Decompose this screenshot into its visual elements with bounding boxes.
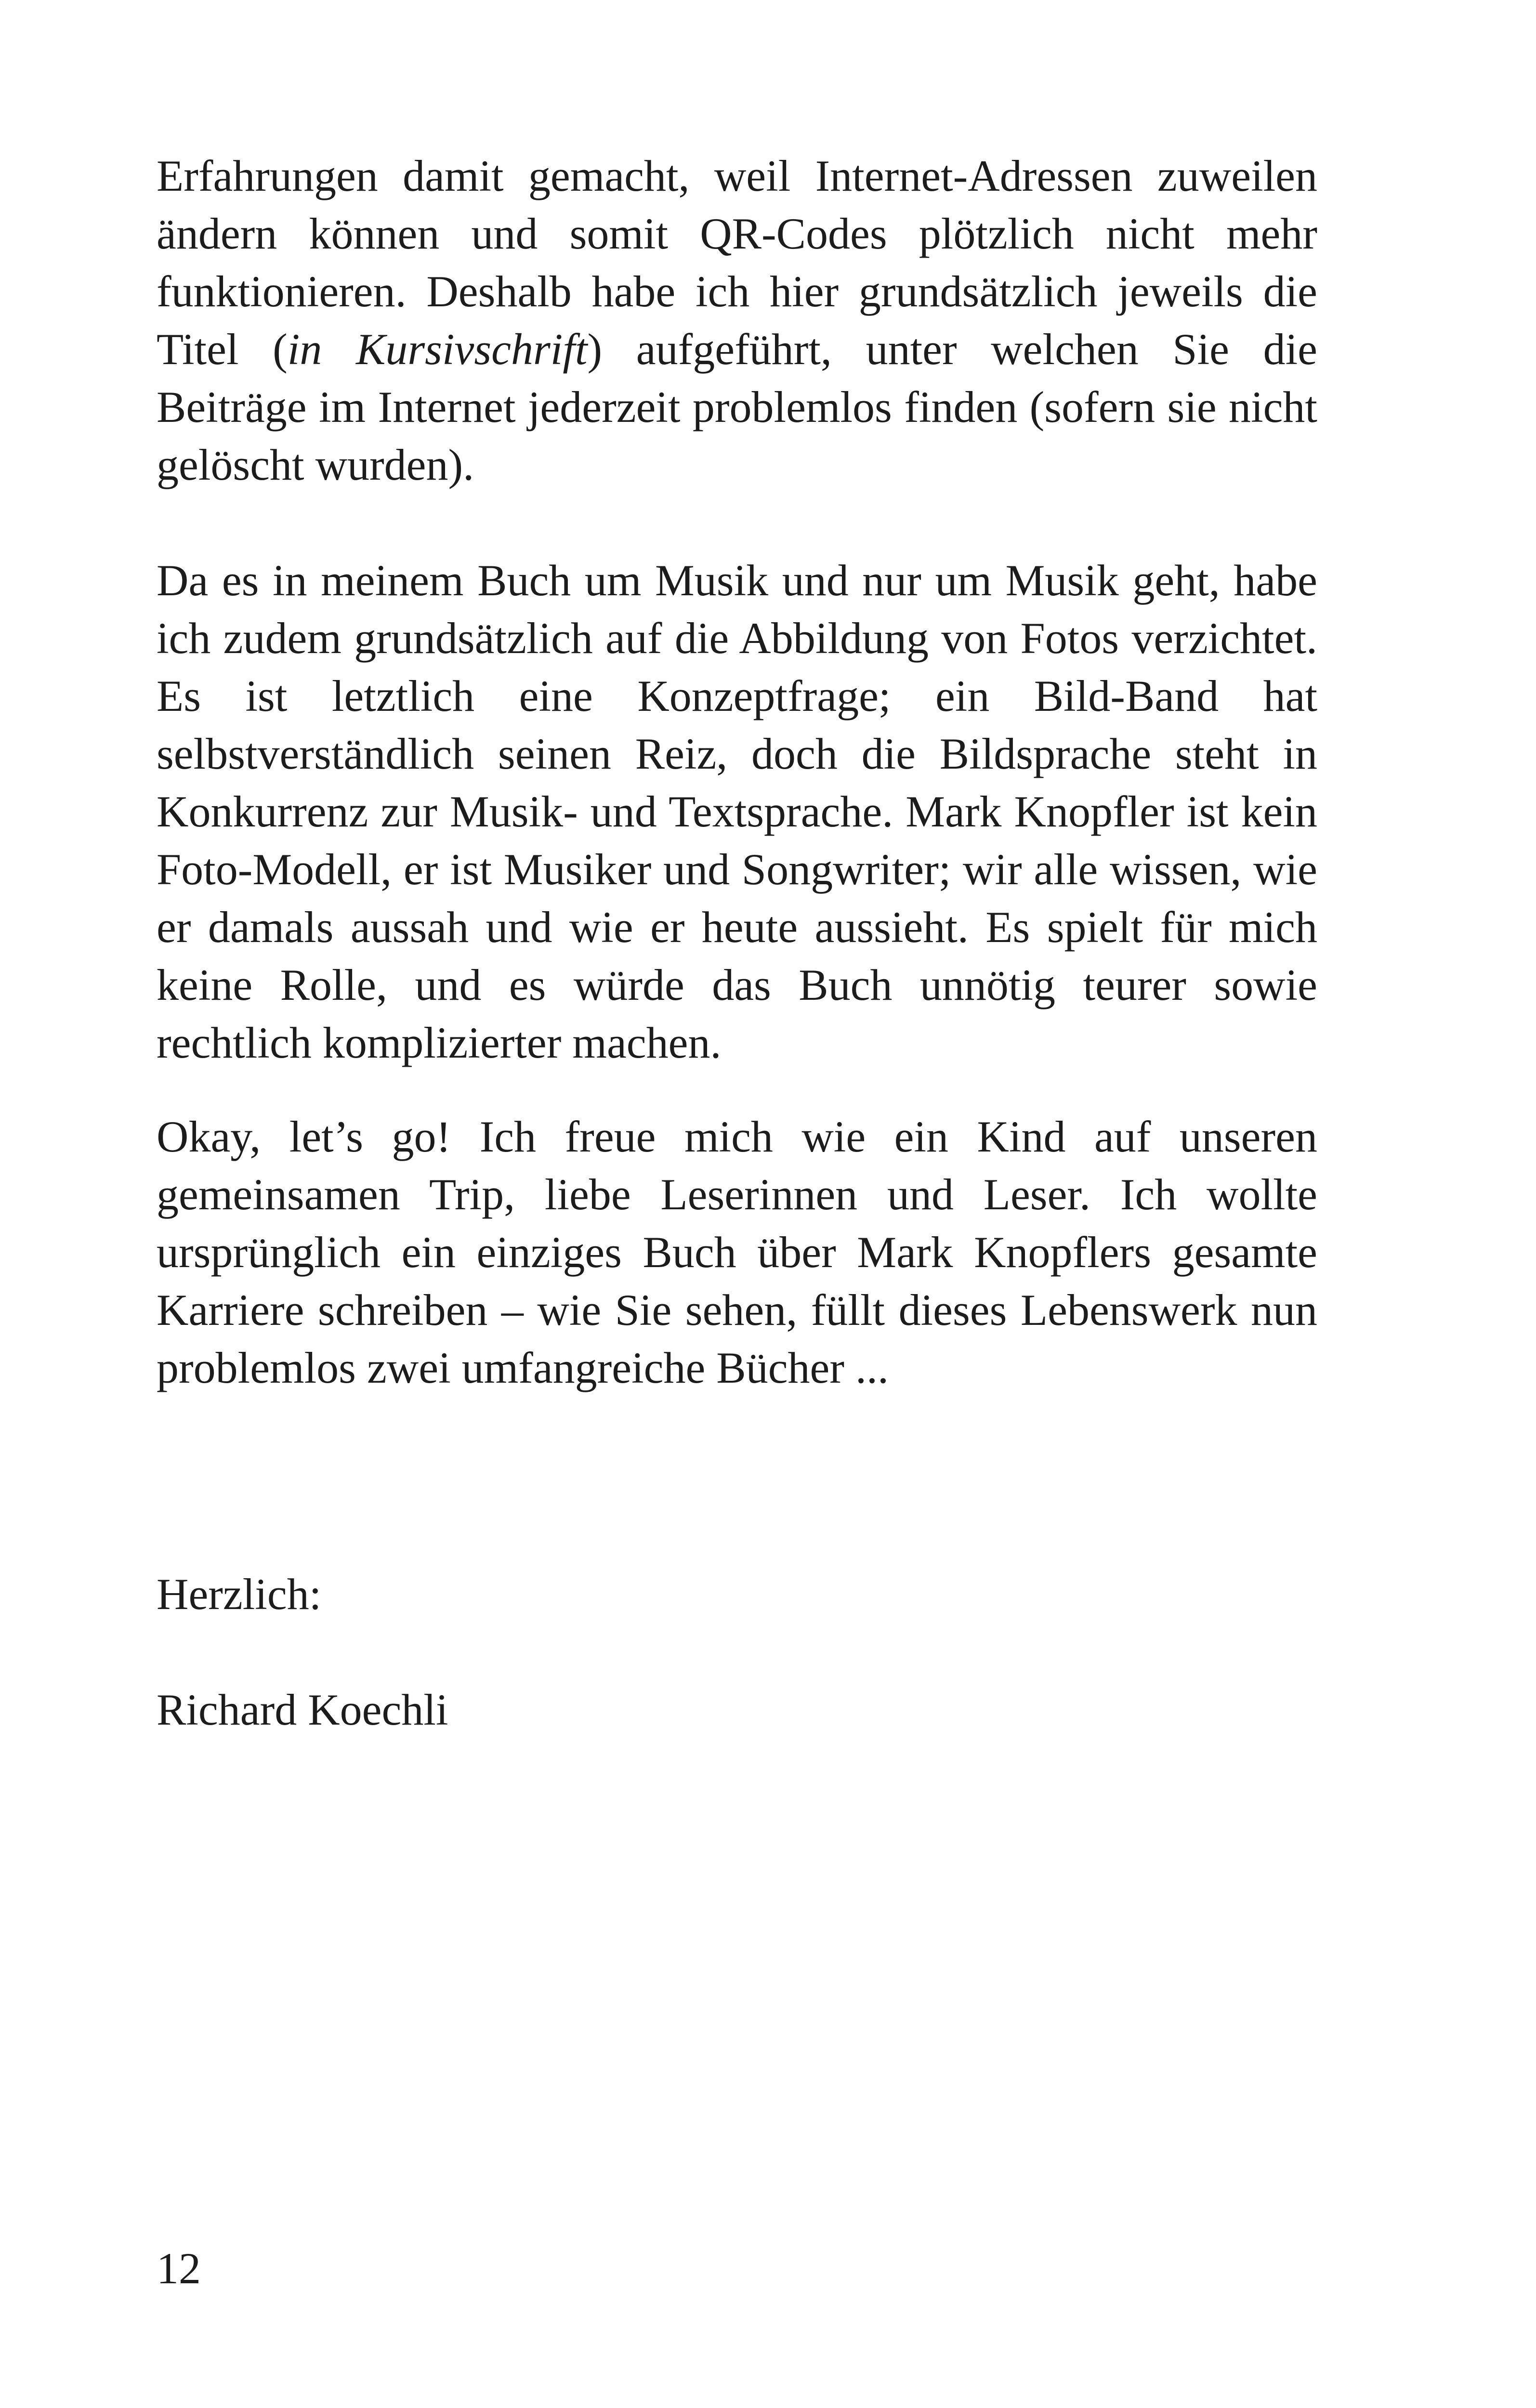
paragraph-lets-go: Okay, let’s go! Ich freue mich wie ein Kind auf unseren gemeinsamen Trip, liebe Leserinnen und Leser. Ich wollte ursprünglich ein einziges Buch über Mark Knopflers gesamte Karriere schreiben – wie Sie sehen, füllt dieses Lebenswerk nun problemlos zwei umfangreiche Bücher ... <box>157 1112 1317 1392</box>
paragraph-qr-codes <box>157 147 1317 494</box>
author-signature: Richard Koechli <box>157 1685 448 1734</box>
paragraph-photos: Da es in meinem Buch um Musik und nur um Musik geht, habe ich zudem grundsätzlich auf die Abbildung von Fotos verzichtet. Es ist letztlich eine Konzeptfrage; ein Bild-Band hat selbstverständlich seinen Reiz, doch die Bildsprache steht in Konkurrenz zur Musik- und Textsprache. Mark Knopfler ist kein Foto-Modell, er ist Musiker und Songwriter; wir alle wissen, wie er damals aussah und wie er heute aussieht. Es spielt für mich keine Rolle, und es würde das Buch unnötig teurer sowie rechtlich komplizierter machen. <box>157 556 1317 1067</box>
paragraph-text: Erfahrungen damit gemacht, weil Internet-Adressen zuweilen ändern können und somit QR-Codes plötzlich nicht mehr funktionieren. Deshalb habe ich hier grundsätzlich jeweils die Titel ( <box>157 151 1317 374</box>
paragraph-text: ) aufgeführt, unter welchen Sie die Beiträge im Internet jederzeit problemlos finden (sofern sie nicht gelöscht wurden). <box>157 325 1318 489</box>
closing-greeting: Herzlich: <box>157 1570 322 1619</box>
italic-phrase: in Kursivschrift <box>287 325 588 374</box>
page-number: 12 <box>157 2244 201 2293</box>
